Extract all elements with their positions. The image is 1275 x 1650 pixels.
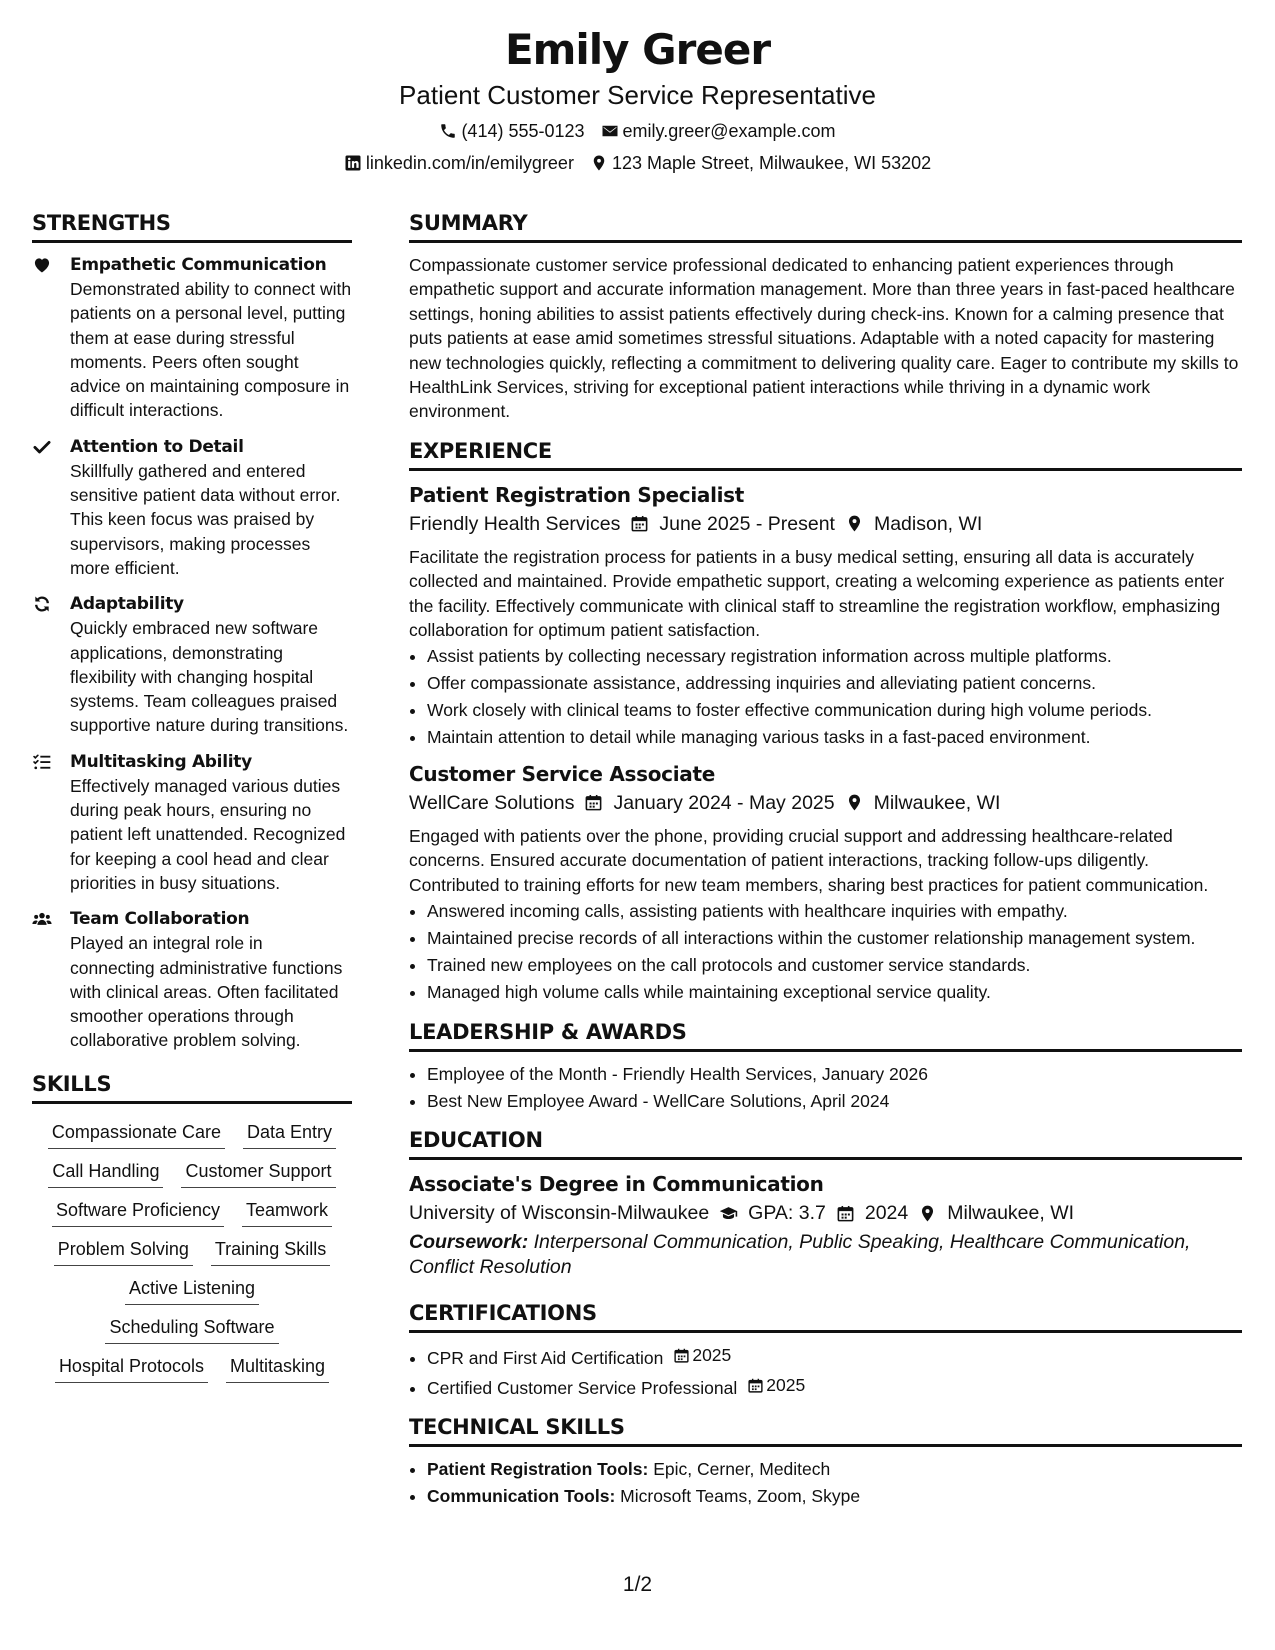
skill-tag: Training Skills	[211, 1235, 330, 1266]
skill-tag: Teamwork	[242, 1196, 332, 1227]
map-pin-icon	[845, 793, 864, 812]
strength-body	[70, 592, 352, 737]
certification-year	[747, 1373, 805, 1398]
job-location-text: Madison, WI	[873, 512, 983, 535]
awards-list	[427, 1062, 1242, 1114]
job-bullets	[427, 899, 1242, 1005]
job-location-text: Milwaukee, WI	[873, 791, 1001, 814]
strengths-list	[32, 253, 352, 1053]
strengths-heading: STRENGTHS	[32, 210, 352, 243]
resume-header	[0, 22, 1275, 174]
coursework-label: Coursework:	[409, 1231, 529, 1254]
strength-desc: Played an integral role in connecting administrative functions with clinical areas. Often facilitated smoother operations through collaborative problem solving.	[70, 933, 343, 1051]
contact-address	[590, 152, 931, 174]
skills-list	[32, 1114, 352, 1383]
job-entry	[409, 481, 1242, 750]
technical-section	[409, 1414, 1242, 1509]
strength-title: Team Collaboration	[70, 909, 250, 930]
strength-title: Multitasking Ability	[70, 751, 252, 772]
experience-heading: EXPERIENCE	[409, 438, 1242, 471]
job-bullet: • Assist patients by collecting necessary registration information across multiple platforms.	[427, 644, 1242, 669]
job-bullet: • Offer compassionate assistance, addressing inquiries and alleviating patient concerns.	[427, 671, 1242, 696]
job-title: Customer Service Associate	[409, 761, 716, 786]
certification-name: CPR and First Aid Certification	[427, 1347, 664, 1368]
awards-section	[409, 1019, 1242, 1114]
calendar-icon	[673, 1347, 690, 1364]
jobs-list	[409, 481, 1242, 1005]
technical-label: Patient Registration Tools:	[427, 1459, 649, 1480]
skill-tag: Problem Solving	[54, 1235, 193, 1266]
map-pin-icon	[845, 514, 864, 533]
strength-title: Attention to Detail	[70, 436, 244, 457]
technical-value: Microsoft Teams, Zoom, Skype	[620, 1486, 861, 1507]
calendar-icon	[836, 1204, 855, 1223]
job-description: Engaged with patients over the phone, providing crucial support and addressing healthcare-related concerns. Ensured accurate documentation of patient interactions, tracking follow-ups diligently. Contributed to training efforts for new team members, sharing best practices for patient communication.	[409, 825, 1209, 895]
technical-label: Communication Tools:	[427, 1486, 616, 1507]
job-meta	[409, 509, 1242, 539]
experience-section	[409, 438, 1242, 1005]
technical-item	[427, 1457, 1242, 1482]
technical-item	[427, 1484, 1242, 1509]
job-bullet: • Maintained precise records of all interactions within the customer relationship management system.	[427, 926, 1242, 951]
degree-title: Associate's Degree in Communication	[409, 1172, 824, 1197]
award-item: • Employee of the Month - Friendly Health Services, January 2026	[427, 1062, 1242, 1087]
graduation-cap-icon	[719, 1204, 738, 1223]
job-meta	[409, 788, 1242, 818]
education-location: Milwaukee, WI	[918, 1198, 1074, 1228]
contact-row-1	[0, 120, 1275, 142]
certifications-list	[427, 1343, 1242, 1400]
calendar-icon	[747, 1377, 764, 1394]
technical-value: Epic, Cerner, Meditech	[653, 1459, 831, 1480]
job-bullet: • Trained new employees on the call protocols and customer service standards.	[427, 953, 1242, 978]
technical-list	[427, 1457, 1242, 1509]
job-bullets	[427, 644, 1242, 750]
job-dates-text: June 2025 - Present	[659, 512, 835, 535]
skill-tag: Data Entry	[243, 1118, 336, 1149]
certifications-heading: CERTIFICATIONS	[409, 1300, 1242, 1333]
right-column	[409, 210, 1242, 1523]
page-number: 1/2	[622, 1573, 653, 1596]
skill-tag: Compassionate Care	[48, 1118, 225, 1149]
job-location	[845, 509, 982, 539]
job-company: Friendly Health Services	[409, 512, 621, 535]
sync-icon	[32, 592, 70, 737]
skill-tag: Scheduling Software	[105, 1313, 278, 1344]
strength-item	[32, 907, 352, 1052]
heart-icon	[32, 253, 70, 423]
education-section	[409, 1127, 1242, 1280]
technical-heading: TECHNICAL SKILLS	[409, 1414, 1242, 1447]
job-dates-text: January 2024 - May 2025	[613, 791, 835, 814]
strength-body	[70, 253, 352, 423]
candidate-title: Patient Customer Service Representative	[399, 80, 876, 110]
certification-item	[427, 1343, 1242, 1370]
map-pin-icon	[918, 1204, 937, 1223]
awards-heading: LEADERSHIP & AWARDS	[409, 1019, 1242, 1052]
contact-phone	[439, 120, 584, 142]
strength-desc: Effectively managed various duties during peak hours, ensuring no patient left unattended. Recognized for keeping a cool head and clear priorities in busy situations.	[70, 775, 346, 893]
strength-item	[32, 592, 352, 737]
strength-desc: Quickly embraced new software applications, demonstrating flexibility with changing hospital systems. Team colleagues praised supportive nature during transitions.	[70, 618, 349, 736]
contact-linkedin[interactable]	[344, 152, 574, 174]
left-column	[32, 210, 352, 1383]
strength-title: Empathetic Communication	[70, 255, 327, 275]
checklist-icon	[32, 750, 70, 895]
education-gpa: GPA: 3.7	[719, 1198, 826, 1228]
award-item: • Best New Employee Award - WellCare Solutions, April 2024	[427, 1089, 1242, 1114]
strength-desc: Skillfully gathered and entered sensitive patient data without error. This keen focus was praised by supervisors, making processes more efficient.	[70, 460, 341, 578]
skill-tag: Customer Support	[181, 1157, 335, 1188]
job-dates	[584, 788, 834, 818]
strength-item	[32, 750, 352, 895]
job-entry	[409, 760, 1242, 1005]
skill-tag: Hospital Protocols	[55, 1352, 208, 1383]
education-year: 2024	[836, 1198, 908, 1228]
certification-name: Certified Customer Service Professional	[427, 1377, 738, 1398]
coursework	[409, 1230, 1242, 1280]
certification-year-text: 2025	[692, 1345, 732, 1366]
linkedin-icon	[344, 154, 362, 172]
check-icon	[32, 435, 70, 580]
coursework-text: Interpersonal Communication, Public Speaking, Healthcare Communication, Conflict Resolution	[409, 1231, 1191, 1279]
strength-body	[70, 750, 352, 895]
candidate-name: Emily Greer	[504, 25, 771, 74]
job-company: WellCare Solutions	[409, 791, 575, 814]
phone-text: (414) 555-0123	[461, 121, 585, 141]
education-meta	[409, 1198, 1242, 1228]
certifications-section	[409, 1300, 1242, 1400]
phone-icon	[439, 122, 457, 140]
school-name: University of Wisconsin-Milwaukee	[409, 1202, 710, 1225]
strength-item	[32, 435, 352, 580]
job-dates	[630, 509, 835, 539]
skill-tag: Active Listening	[125, 1274, 259, 1305]
strength-body	[70, 435, 352, 580]
strength-item	[32, 253, 352, 423]
job-bullet: • Answered incoming calls, assisting patients with healthcare inquiries with empathy.	[427, 899, 1242, 924]
contact-row-2	[0, 152, 1275, 174]
contact-email[interactable]	[601, 120, 836, 142]
calendar-icon	[584, 793, 603, 812]
strength-title: Adaptability	[70, 594, 184, 615]
strength-desc: Demonstrated ability to connect with patients on a personal level, putting them at ease during stressful moments. Peers often sought advice on maintaining composure in difficult interactions.	[70, 279, 352, 421]
skill-tag: Call Handling	[48, 1157, 163, 1188]
job-bullet: • Managed high volume calls while maintaining exceptional service quality.	[427, 980, 1242, 1005]
job-title: Patient Registration Specialist	[409, 482, 745, 507]
certification-year-text: 2025	[766, 1374, 806, 1395]
summary-section	[409, 210, 1242, 424]
job-bullet: • Work closely with clinical teams to foster effective communication during high volume periods.	[427, 698, 1242, 723]
job-description: Facilitate the registration process for patients in a busy medical setting, ensuring all data is accurately collected and maintained. Provide empathetic support, creating a welcoming experience as patients enter the facility. Effectively communicate with clinical staff to streamline the registration workflow, emphasizing collaboration for optimum patient satisfaction.	[409, 546, 1225, 641]
address-text: 123 Maple Street, Milwaukee, WI 53202	[611, 153, 932, 173]
envelope-icon	[601, 122, 619, 140]
education-heading: EDUCATION	[409, 1127, 1242, 1160]
skills-heading: SKILLS	[32, 1071, 352, 1104]
job-location	[845, 788, 1001, 818]
strength-body	[70, 907, 352, 1052]
job-bullet: • Maintain attention to detail while managing various tasks in a fast-paced environment.	[427, 725, 1242, 750]
linkedin-text[interactable]: linkedin.com/in/emilygreer	[365, 153, 574, 173]
skill-tag: Multitasking	[226, 1352, 329, 1383]
summary-text: Compassionate customer service professional dedicated to enhancing patient experiences through empathetic support and accurate information management. More than three years in fast-paced healthcare settings, honing abilities to assist patients effectively during check-ins. Known for a calming presence that puts patients at ease amid sometimes stressful situations. Adaptable with a noted capacity for mastering new technologies quickly, reflecting a commitment to delivering quality care. Eager to contribute my skills to HealthLink Services, striving for exceptional patient interactions while thriving in a dynamic work environment.	[409, 255, 1239, 422]
certification-year	[673, 1343, 731, 1368]
users-icon	[32, 907, 70, 1052]
calendar-icon	[630, 514, 649, 533]
certification-item	[427, 1373, 1242, 1400]
email-text[interactable]: emily.greer@example.com	[622, 121, 836, 141]
summary-heading: SUMMARY	[409, 210, 1242, 243]
map-pin-icon	[590, 154, 608, 172]
skill-tag: Software Proficiency	[52, 1196, 224, 1227]
